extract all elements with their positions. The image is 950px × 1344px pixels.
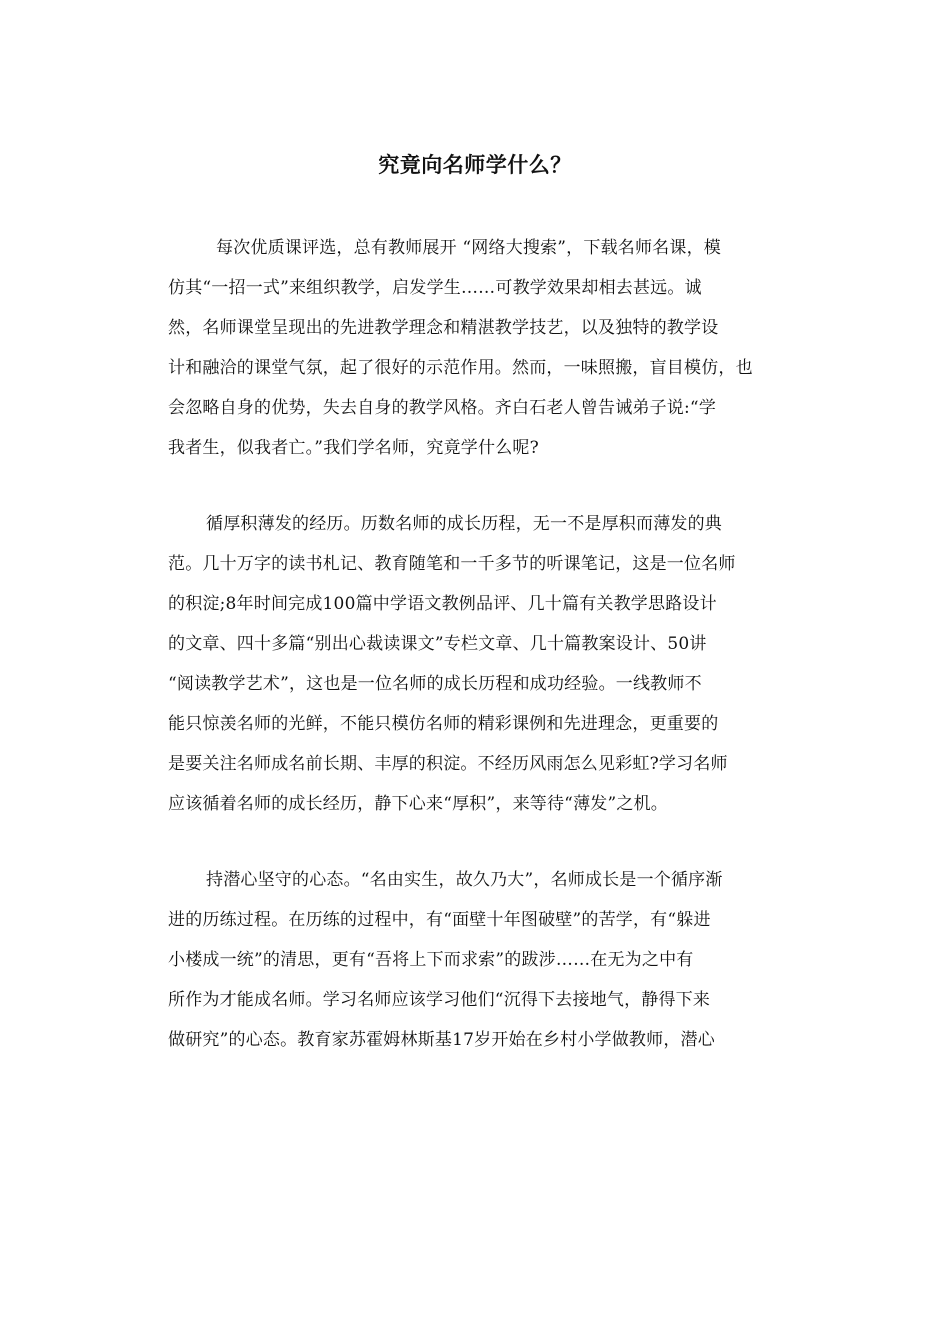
paragraph-line: 每次优质课评选，总有教师展开 “网络大搜索”，下载名师名课，模 [216,238,721,258]
paragraph-line: 范。几十万字的读书札记、教育随笔和一千多节的听课笔记，这是一位名师 [168,554,736,574]
document-title: 究竟向名师学什么？ [378,152,572,177]
paragraph-line: 所作为才能成名师。学习名师应该学习他们“沉得下去接地气，静得下来 [168,990,711,1010]
paragraph-line: 会忽略自身的优势，失去自身的教学风格。齐白石老人曾告诫弟子说:“学 [168,398,717,418]
paragraph-line: 的积淀;8年时间完成100篇中学语文教例品评、几十篇有关教学思路设计 [168,594,717,614]
document-body [168,228,784,1060]
paragraph-gap [168,824,784,860]
paragraph-2 [168,504,784,824]
paragraph-line: 然，名师课堂呈现出的先进教学理念和精湛教学技艺，以及独特的教学设 [168,318,719,338]
paragraph-line: 能只惊羡名师的光鲜，不能只模仿名师的精彩课例和先进理念，更重要的 [168,714,719,734]
paragraph-line: 持潜心坚守的心态。“名由实生，故久乃大”，名师成长是一个循序渐 [206,870,723,890]
paragraph-line: 计和融洽的课堂气氛，起了很好的示范作用。然而，一味照搬，盲目模仿，也 [168,358,753,378]
paragraph-3 [168,860,784,1060]
paragraph-line: 是要关注名师成名前长期、丰厚的积淀。不经历风雨怎么见彩虹?学习名师 [168,754,728,774]
paragraph-line: 仿其“一招一式”来组织教学，启发学生……可教学效果却相去甚远。诚 [168,278,702,298]
paragraph-1 [168,228,784,468]
paragraph-line: “阅读教学艺术”，这也是一位名师的成长历程和成功经验。一线教师不 [168,674,702,694]
paragraph-gap [168,468,784,504]
paragraph-line: 小楼成一统”的清思，更有“吾将上下而求索”的跋涉……在无为之中有 [168,950,694,970]
paragraph-line: 进的历练过程。在历练的过程中，有“面壁十年图破壁”的苦学，有“躲进 [168,910,711,930]
paragraph-line: 的文章、四十多篇“别出心裁读课文”专栏文章、几十篇教案设计、50讲 [168,634,707,654]
paragraph-line: 我者生，似我者亡。”我们学名师，究竟学什么呢? [168,438,539,458]
paragraph-line: 做研究”的心态。教育家苏霍姆林斯基17岁开始在乡村小学做教师，潜心 [168,1030,715,1050]
paragraph-line: 循厚积薄发的经历。历数名师的成长历程，无一不是厚积而薄发的典 [206,514,722,534]
paragraph-line: 应该循着名师的成长经历，静下心来“厚积”，来等待“薄发”之机。 [168,794,668,814]
